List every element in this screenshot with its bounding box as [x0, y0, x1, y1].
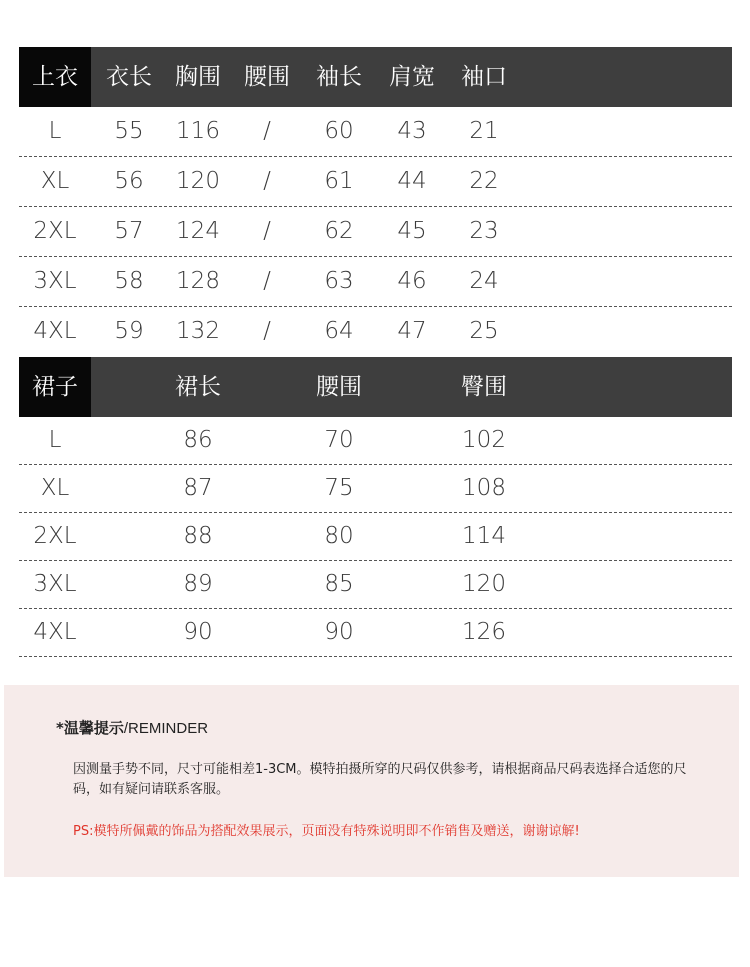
table-cell: 62 — [324, 218, 354, 244]
header-cell: 袖长 — [316, 64, 362, 90]
header-cell: 臀围 — [461, 374, 507, 400]
table-cell: 4XL — [33, 619, 77, 645]
table-cell: 90 — [183, 619, 213, 645]
table-row — [19, 107, 732, 157]
table-cell: 120 — [462, 571, 506, 597]
table-row — [19, 513, 732, 561]
table-cell: 45 — [397, 218, 427, 244]
table-cell: 128 — [176, 268, 220, 294]
table-cell: 59 — [114, 318, 144, 344]
table-cell: 46 — [397, 268, 427, 294]
table-row — [19, 465, 732, 513]
table-row — [19, 257, 732, 307]
reminder-title-zh: *温馨提示 — [56, 719, 124, 737]
table-cell: 23 — [469, 218, 499, 244]
table-cell: 126 — [462, 619, 506, 645]
header-cell: 肩宽 — [389, 64, 435, 90]
table-cell: / — [263, 168, 271, 194]
table-cell: XL — [40, 475, 70, 501]
table-cell: 25 — [469, 318, 499, 344]
table-cell: 114 — [462, 523, 506, 549]
table-cell: 3XL — [33, 268, 77, 294]
table-cell: 132 — [176, 318, 220, 344]
reminder-body: 因测量手势不同，尺寸可能相差1-3CM。模特拍摄所穿的尺码仅供参考，请根据商品尺码表选择合适您的尺码，如有疑问请联系客服。 — [73, 762, 687, 797]
reminder-box — [4, 685, 739, 877]
header-cell: 袖口 — [461, 64, 507, 90]
header-cell: 腰围 — [316, 374, 362, 400]
table-row — [19, 207, 732, 257]
table-cell: 24 — [469, 268, 499, 294]
skirt-table-header — [19, 357, 732, 417]
table-cell: 85 — [324, 571, 354, 597]
table-cell: 63 — [324, 268, 354, 294]
table-cell: / — [263, 318, 271, 344]
table-row — [19, 157, 732, 207]
table-cell: 21 — [469, 118, 499, 144]
table-cell: 3XL — [33, 571, 77, 597]
table-cell: 44 — [397, 168, 427, 194]
table-cell: / — [263, 218, 271, 244]
table-cell: 64 — [324, 318, 354, 344]
table-row — [19, 417, 732, 465]
header-cell: 衣长 — [106, 64, 152, 90]
table-cell: 102 — [462, 427, 506, 453]
header-cell: 腰围 — [244, 64, 290, 90]
reminder-title-en: /REMINDER — [123, 720, 209, 737]
table-cell: 57 — [114, 218, 144, 244]
header-cell: 裙长 — [175, 374, 221, 400]
table-cell: 56 — [114, 168, 144, 194]
header-cell: 胸围 — [175, 64, 221, 90]
table-cell: 90 — [324, 619, 354, 645]
table-cell: 22 — [469, 168, 499, 194]
header-cell: 上衣 — [32, 64, 78, 90]
top-table-header — [19, 47, 732, 107]
table-cell: L — [48, 118, 62, 144]
table-cell: 86 — [183, 427, 213, 453]
table-cell: 120 — [176, 168, 220, 194]
table-row — [19, 609, 732, 657]
table-cell: 55 — [114, 118, 144, 144]
table-cell: 70 — [324, 427, 354, 453]
reminder-ps: PS:模特所佩戴的饰品为搭配效果展示，页面没有特殊说明即不作销售及赠送，谢谢谅解! — [73, 824, 580, 839]
reminder-title — [56, 717, 208, 738]
table-cell: XL — [40, 168, 70, 194]
table-cell: 60 — [324, 118, 354, 144]
table-cell: 58 — [114, 268, 144, 294]
skirt-size-table — [19, 357, 732, 657]
table-cell: / — [263, 118, 271, 144]
table-cell: 2XL — [33, 218, 77, 244]
table-cell: 88 — [183, 523, 213, 549]
header-cell: 裙子 — [32, 374, 78, 400]
table-row — [19, 561, 732, 609]
table-cell: 75 — [324, 475, 354, 501]
table-cell: 87 — [183, 475, 213, 501]
table-cell: 61 — [324, 168, 354, 194]
table-cell: 108 — [462, 475, 506, 501]
table-cell: 4XL — [33, 318, 77, 344]
table-cell: 89 — [183, 571, 213, 597]
table-row — [19, 307, 732, 356]
table-cell: 43 — [397, 118, 427, 144]
table-cell: 124 — [176, 218, 220, 244]
table-cell: 80 — [324, 523, 354, 549]
table-cell: / — [263, 268, 271, 294]
table-cell: L — [48, 427, 62, 453]
table-cell: 116 — [176, 118, 220, 144]
table-cell: 47 — [397, 318, 427, 344]
table-cell: 2XL — [33, 523, 77, 549]
top-size-table — [19, 47, 732, 356]
